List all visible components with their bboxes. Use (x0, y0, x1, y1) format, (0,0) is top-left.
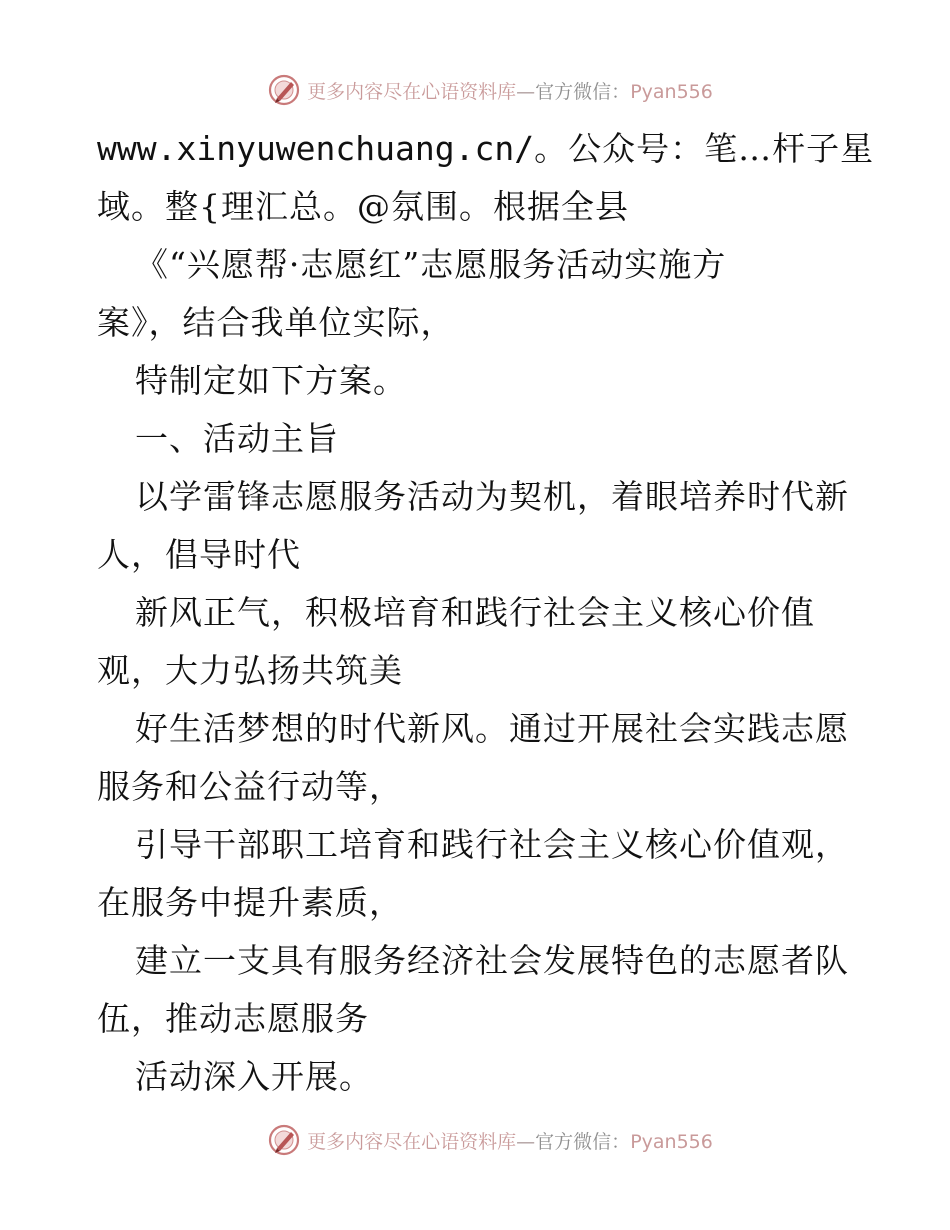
text-line-5: 特制定如下方案。 (135, 361, 407, 400)
header-watermark-banner (0, 70, 950, 110)
header-watermark-text (307, 77, 713, 104)
section-heading: 一、活动主旨 (135, 419, 339, 458)
text-line-14: 在服务中提升素质， (97, 883, 403, 922)
text-line-10: 观，大力弘扬共筑美 (97, 651, 403, 690)
text-line-3: 《“兴愿帮·志愿红”志愿服务活动实施方 (135, 245, 727, 284)
text-line-7: 以学雷锋志愿服务活动为契机，着眼培养时代新 (135, 477, 849, 516)
text-line-17: 活动深入开展。 (135, 1057, 373, 1096)
footer-watermark-text (307, 1127, 713, 1154)
text-line-1-rest: 。公众号：笔…杆子星 (534, 129, 875, 168)
header-watermark-title: 更多内容尽在心语资料库 (307, 80, 517, 103)
text-line-13: 引导干部职工培育和践行社会主义核心价值观， (135, 825, 849, 864)
pen-logo-icon (267, 73, 301, 107)
text-line-12: 服务和公益行动等， (97, 767, 403, 806)
text-line-1 (97, 120, 875, 178)
header-watermark-subtitle: 官方微信： (535, 80, 631, 103)
text-line-8: 人，倡导时代 (97, 535, 301, 574)
footer-watermark-subtitle: 官方微信： (535, 1130, 631, 1153)
document-body (97, 120, 875, 1106)
text-line-11: 好生活梦想的时代新风。通过开展社会实践志愿 (135, 709, 849, 748)
text-line-15: 建立一支具有服务经济社会发展特色的志愿者队 (135, 941, 849, 980)
header-wechat-id: Pyan556 (630, 80, 713, 103)
pen-logo-icon (267, 1123, 301, 1157)
website-url: www.xinyuwenchuang.cn/ (97, 129, 535, 168)
footer-watermark-dash: — (516, 1130, 536, 1153)
text-line-4: 案》，结合我单位实际， (97, 303, 455, 342)
text-line-16: 伍，推动志愿服务 (97, 999, 369, 1038)
footer-watermark-title: 更多内容尽在心语资料库 (307, 1130, 517, 1153)
text-line-2: 域。整{理汇总。@氛围。根据全县 (97, 187, 629, 226)
header-watermark-dash: — (516, 80, 536, 103)
header-watermark (267, 73, 713, 107)
footer-wechat-id: Pyan556 (630, 1130, 713, 1153)
footer-watermark (267, 1123, 713, 1157)
footer-watermark-banner (0, 1120, 950, 1160)
text-line-9: 新风正气，积极培育和践行社会主义核心价值 (135, 593, 815, 632)
